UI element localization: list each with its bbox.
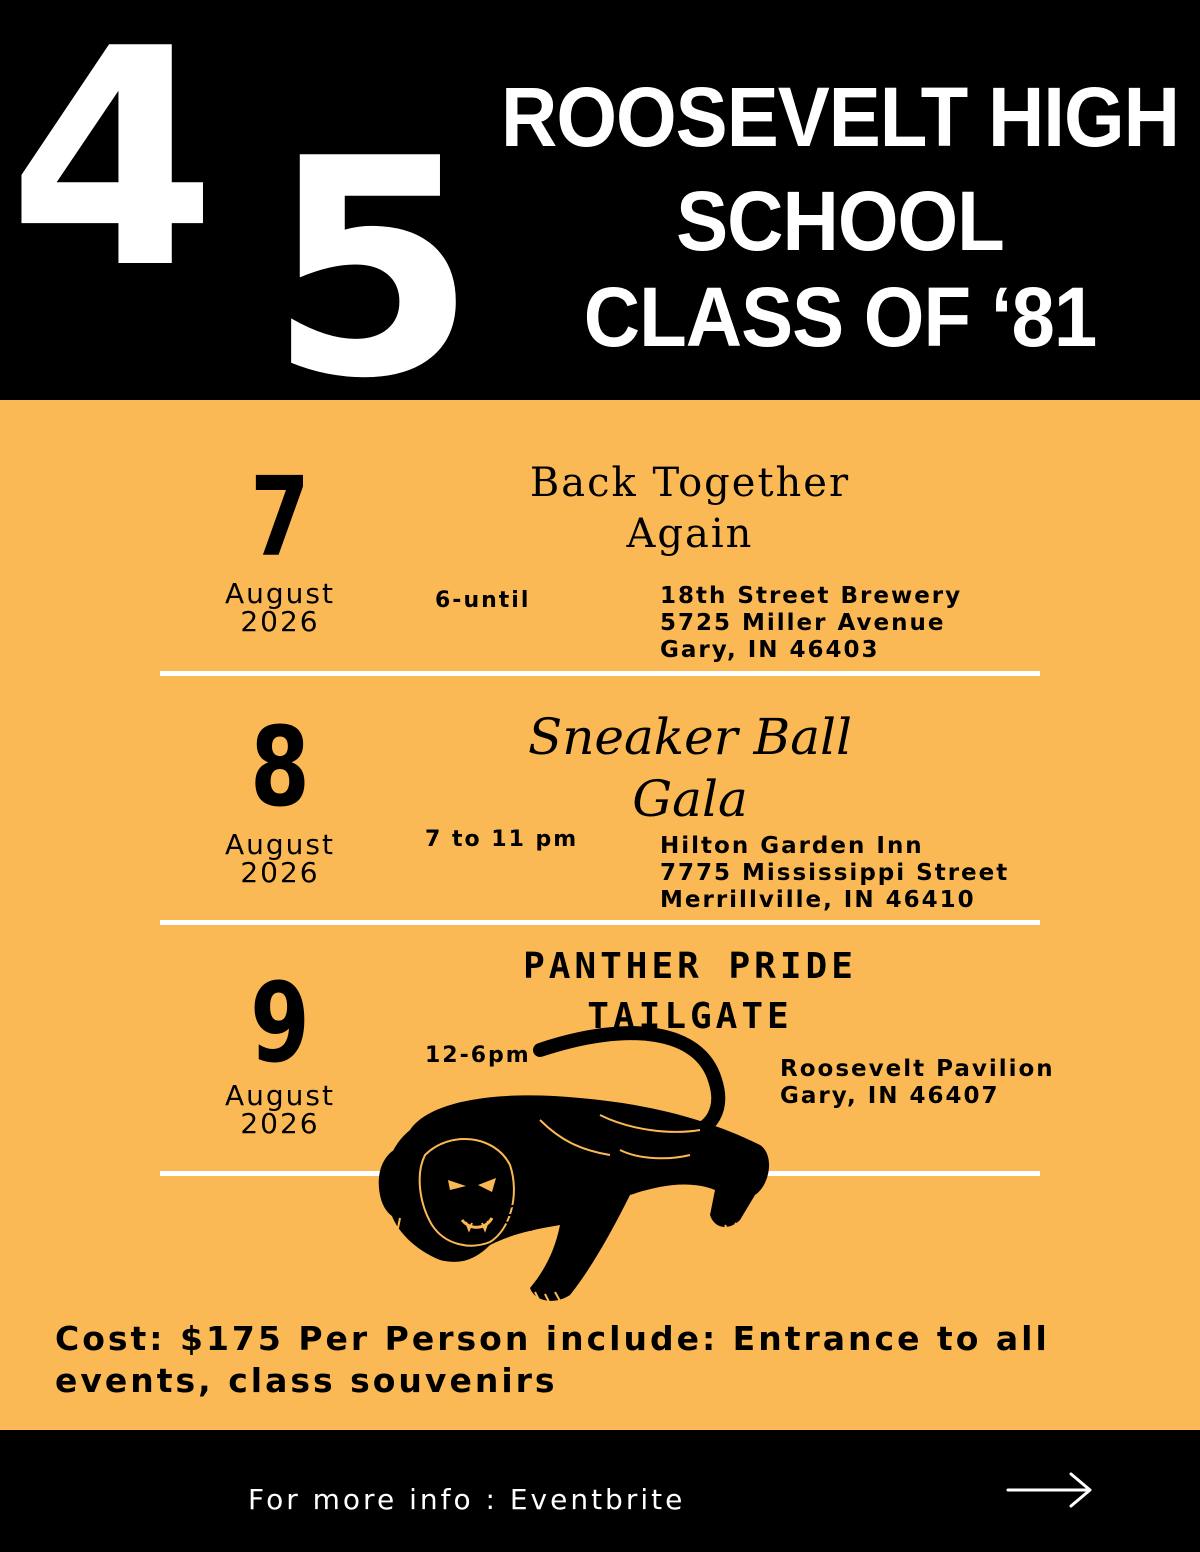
event-3-month: August — [225, 1079, 335, 1112]
cost-text: Cost: $175 Per Person include: Entrance to all events, class souvenirs — [55, 1319, 1050, 1400]
school-name-line-1: ROOSEVELT HIGH — [501, 69, 1179, 165]
divider-2 — [160, 920, 1040, 925]
anniversary-digit-4: 4 — [8, 0, 217, 334]
event-2-address-line-3: Merrillville, IN 46410 — [660, 887, 976, 913]
event-1-address-line-2: 5725 Miller Avenue — [660, 610, 946, 636]
event-1-title-line-1: Back Together — [529, 460, 851, 506]
event-3-address — [780, 1056, 1055, 1110]
event-1-title-line-2: Again — [626, 511, 754, 557]
divider-1 — [160, 671, 1040, 676]
event-3-address-line-1: Roosevelt Pavilion — [780, 1056, 1055, 1082]
panther-icon — [370, 1020, 790, 1310]
class-year: CLASS OF ‘81 — [583, 269, 1097, 365]
event-3-time: 12-6pm — [425, 1043, 531, 1068]
event-1-time: 6-until — [435, 588, 531, 613]
event-1-address-line-1: 18th Street Brewery — [660, 583, 963, 609]
event-2-title-line-1: Sneaker Ball — [527, 708, 853, 766]
event-2-month: August — [225, 828, 335, 861]
arrow-right-icon[interactable] — [1005, 1470, 1095, 1510]
event-1-address — [660, 583, 962, 664]
footer-banner — [0, 1430, 1200, 1552]
event-1-month: August — [225, 577, 335, 610]
event-2-address-line-1: Hilton Garden Inn — [660, 833, 924, 859]
more-info-link[interactable]: For more info : Eventbrite — [248, 1483, 686, 1516]
event-2-address-line-2: 7775 Mississippi Street — [660, 860, 1010, 886]
event-1-year: 2026 — [240, 605, 320, 638]
event-2-year: 2026 — [240, 856, 320, 889]
event-1-day: 7 — [250, 453, 310, 581]
event-2-address — [660, 833, 1009, 914]
event-3-address-line-2: Gary, IN 46407 — [780, 1083, 1000, 1109]
anniversary-digit-5: 5 — [268, 95, 477, 444]
event-2-day: 8 — [250, 703, 310, 831]
event-1-address-line-3: Gary, IN 46403 — [660, 637, 880, 663]
event-3-title-line-2: TAILGATE — [587, 996, 793, 1037]
event-2-title-line-2: Gala — [632, 770, 748, 828]
event-3-day: 9 — [250, 959, 310, 1087]
event-3-year: 2026 — [240, 1107, 320, 1140]
event-2-time: 7 to 11 pm — [425, 827, 579, 852]
school-name-line-2: SCHOOL — [676, 173, 1004, 269]
event-3-title-line-1: PANTHER PRIDE — [523, 946, 857, 987]
header-banner — [0, 0, 1200, 444]
